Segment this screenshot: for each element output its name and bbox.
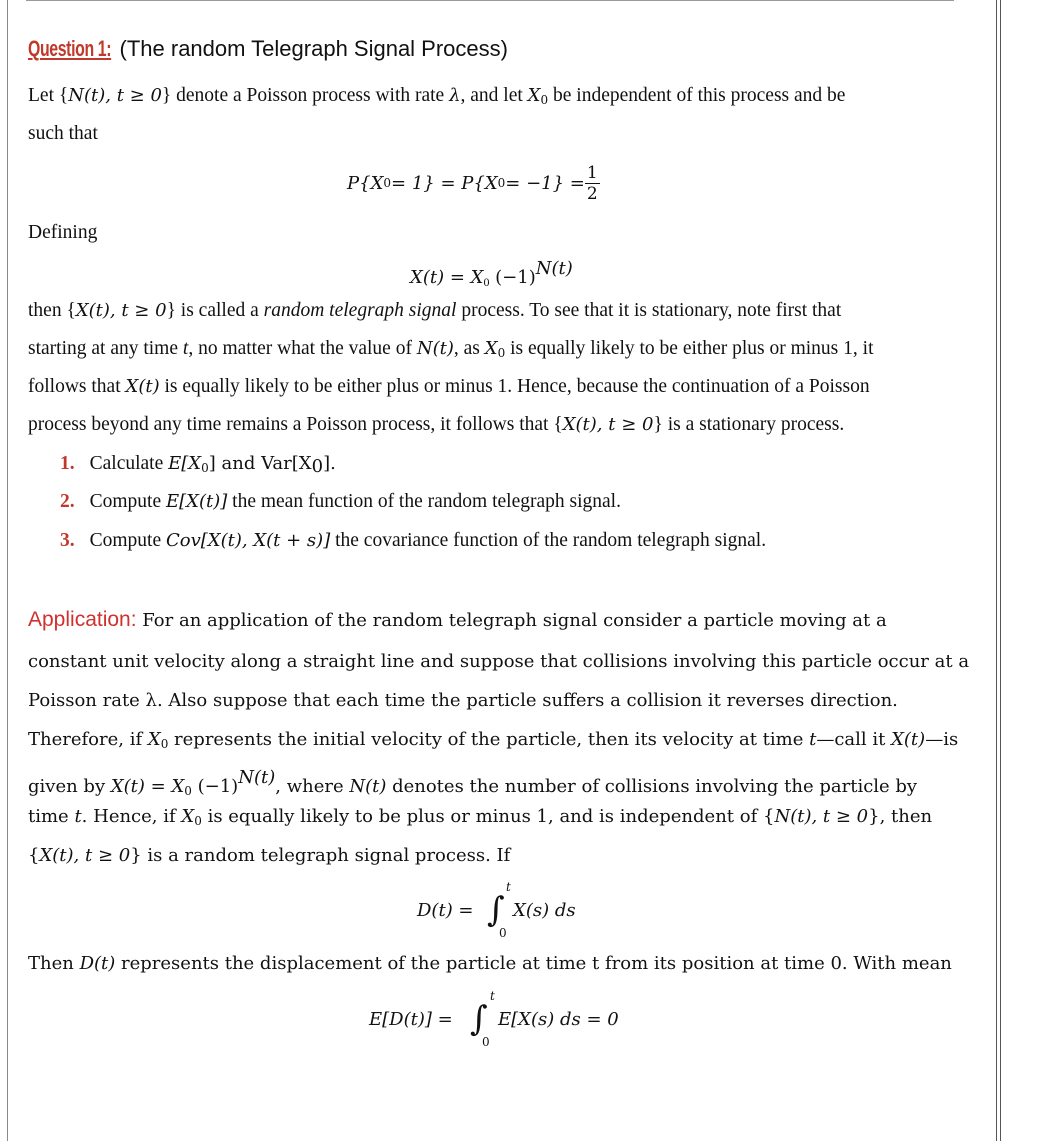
list-item: 2. Compute E[X(t)] the mean function of the random telegraph signal. bbox=[60, 491, 621, 512]
then-line: Then D(t) represents the displacement of the particle at time t from its position at time 0. With mean bbox=[28, 953, 952, 974]
integral-sign: ∫ bbox=[470, 999, 488, 1039]
question-title: (The random Telegraph Signal Process) bbox=[119, 36, 508, 61]
top-rule bbox=[26, 0, 954, 1]
equation-mean-displacement: E[D(t)] = ∫ t 0 E[X(s) ds = 0 bbox=[369, 989, 619, 1049]
application-line-1: Application: For an application of the random telegraph signal consider a particle moving at a bbox=[28, 608, 887, 631]
page-border-right bbox=[996, 0, 997, 1141]
equation-probability: P{X 0 = 1} = P{X 0 = −1} = $\frac{1}{2}$ bbox=[347, 162, 598, 204]
application-label: Application: bbox=[28, 608, 137, 631]
application-line-6: time t. Hence, if $X_0$ is equally likely to be plus or minus 1, and is independent of {N(t), t ≥ 0}, then bbox=[28, 806, 933, 828]
application-line-2: constant unit velocity along a straight line and suppose that collisions involving this particle occur at a bbox=[28, 651, 970, 672]
para-line-2: starting at any time t, no matter what the value of N(t), as $X_0$ is equally likely to be either plus or minus 1, it bbox=[28, 338, 874, 360]
fraction-one-half: $\frac{1}{2}$ bbox=[586, 162, 598, 204]
intro-line-2: such that bbox=[28, 123, 98, 144]
para-line-4: process beyond any time remains a Poisson process, it follows that {X(t), t ≥ 0} is a stationary process. bbox=[28, 414, 845, 435]
intro-line-1: Let {N(t), t ≥ 0} denote a Poisson process with rate λ, and let $X_0$ be independent of this process and be bbox=[28, 85, 846, 107]
question-label: Question 1: bbox=[28, 36, 112, 61]
integral-sign: ∫ bbox=[487, 890, 505, 930]
page-border-right-outer bbox=[1000, 0, 1001, 1141]
application-line-4: Therefore, if $X_0$ represents the initial velocity of the particle, then its velocity at time t—call it X(t)—is bbox=[28, 729, 959, 751]
para-line-3: follows that X(t) is equally likely to be either plus or minus 1. Hence, because the continuation of a Poisson bbox=[28, 376, 870, 397]
equation-telegraph: $X(t) = X_0$ $(-1)^{N(t)}$ bbox=[410, 258, 573, 289]
list-item: 1. Calculate $E[X_0]$ and $Var[X_0]$. bbox=[60, 453, 336, 477]
equation-displacement: D(t) = ∫ t 0 X(s) ds bbox=[417, 880, 576, 940]
list-item: 3. Compute Cov[X(t), X(t + s)] the covariance function of the random telegraph signal. bbox=[60, 530, 767, 551]
page-border-left bbox=[7, 0, 8, 1141]
application-line-7: {X(t), t ≥ 0} is a random telegraph signal process. If bbox=[28, 845, 511, 866]
para-line-1: then {X(t), t ≥ 0} is called a random telegraph signal process. To see that it is stationary, note first that bbox=[28, 300, 842, 321]
application-line-3: Poisson rate λ. Also suppose that each time the particle suffers a collision it reverses direction. bbox=[28, 690, 898, 711]
defining-label: Defining bbox=[28, 222, 98, 243]
application-line-5: given by $X(t) = X_0$ $(-1)^{N(t)}$, where N(t) denotes the number of collisions involving the particle by bbox=[28, 767, 918, 798]
question-heading bbox=[28, 36, 508, 62]
